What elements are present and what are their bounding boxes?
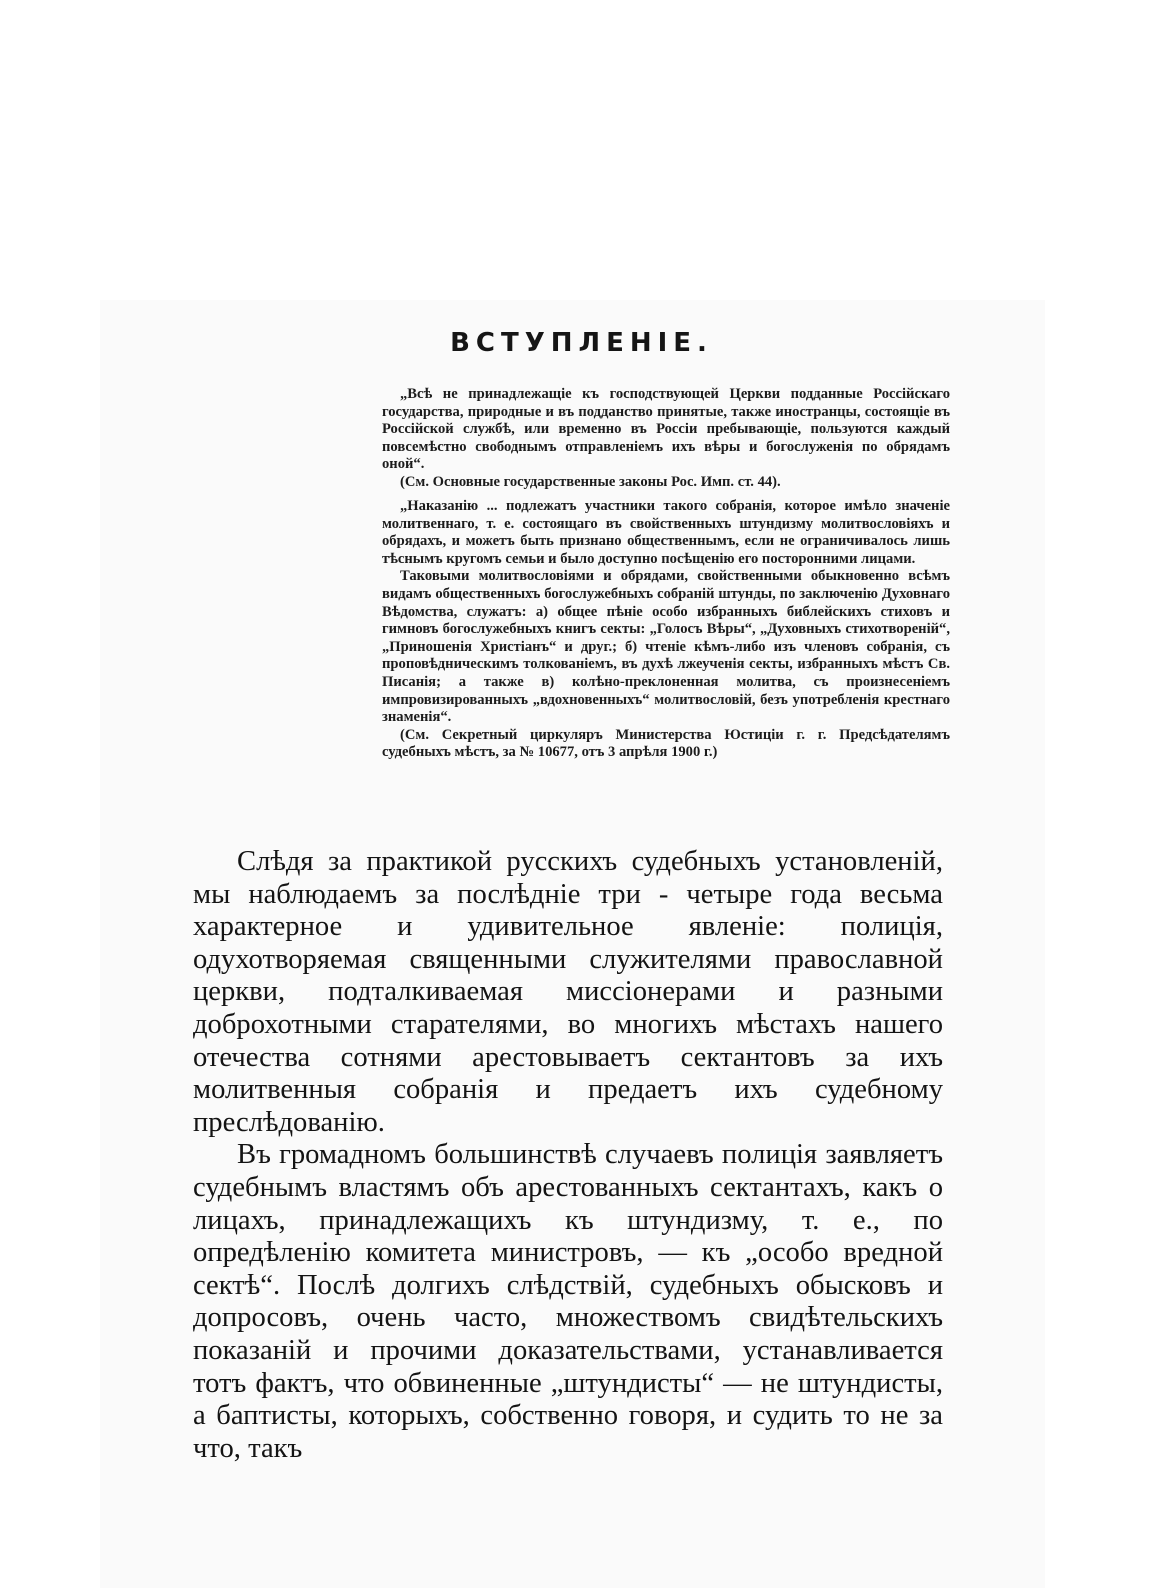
page-title: ВСТУПЛЕНІЕ. (450, 328, 713, 358)
epigraph-circular-text-1: „Наказанію ... подлежатъ участники такого собранія, которое имѣло значеніе молитвеннаго, т. е. состоящаго въ свойственныхъ штундизму молитвословіяхъ и обрядахъ, и можетъ быть признано общественнымъ, если не ограничивалось лишь тѣснымъ кругомъ семьи и было доступно посѣщенію его посторонними лицами. (382, 498, 950, 567)
epigraph-law-text: „Всѣ не принадлежащіе къ господствующей Церкви подданные Россійскаго государства, природные и въ подданство принятые, также иностранцы, состоящіе въ Россійской службѣ, или временно въ Россіи пребывающіе, пользуются каждый повсемѣстно свободнымъ отправленіемъ ихъ вѣры и богослуженія по обрядамъ оной“. (382, 386, 950, 473)
epigraph-law-quote (382, 386, 950, 492)
epigraph-circular-citation: (См. Секретный циркуляръ Министерства Юстиціи г. г. Предсѣдателямъ судебныхъ мѣстъ, за № 10677, отъ 3 апрѣля 1900 г.) (382, 726, 950, 761)
paragraph: Въ громадномъ большинствѣ случаевъ полиція заявляетъ судебнымъ властямъ объ арестованныхъ сектантахъ, какъ о лицахъ, принадлежащихъ къ штундизму, т. е., по опредѣленію комитета министровъ, — къ „особо вредной сектѣ“. Послѣ долгихъ слѣдствій, судебныхъ обысковъ и допросовъ, очень часто, множествомъ свидѣтельскихъ показаній и прочими доказательствами, устанавливается тотъ фактъ, что обвиненные „штундисты“ — не штундисты, а баптисты, которыхъ, собственно говоря, и судить то не за что, такъ (193, 1139, 943, 1464)
paragraph: Слѣдя за практикой русскихъ судебныхъ установленій, мы наблюдаемъ за послѣдніе три - четыре года весьма характерное и удивительное явленіе: полиція, одухотворяемая священными служителями православной церкви, подталкиваемая миссіонерами и разными доброхотными старателями, во многихъ мѣстахъ нашего отечества сотнями арестовываетъ сектантовъ за ихъ молитвенныя собранія и предаетъ ихъ судебному преслѣдованію. (193, 846, 943, 1138)
epigraph-circular-text-2: Таковыми молитвословіями и обрядами, свойственными обыкновенно всѣмъ видамъ общественныхъ богослужебныхъ собраній штунды, по заключенію Духовнаго Вѣдомства, служатъ: а) общее пѣніе особо избранныхъ библейскихъ стиховъ и гимновъ богослужебныхъ книгъ секты: „Голосъ Вѣры“, „Духовныхъ стихотвореній“, „Приношенія Христіанъ“ и друг.; б) чтеніе кѣмъ-либо изъ членовъ собранія, съ проповѣдническимъ толкованіемъ, въ духѣ лжеученія секты, избранныхъ мѣстъ Св. Писанія; а также в) колѣно-преклоненная молитва, съ произнесеніемъ импровизированныхъ „вдохновенныхъ“ молитвословій, безъ употребленія крестнаго знаменія“. (382, 568, 950, 726)
epigraph-circular-quote (382, 498, 950, 762)
epigraph-law-citation: (См. Основные государственные законы Рос. Имп. ст. 44). (400, 473, 781, 490)
main-text (193, 846, 943, 1465)
